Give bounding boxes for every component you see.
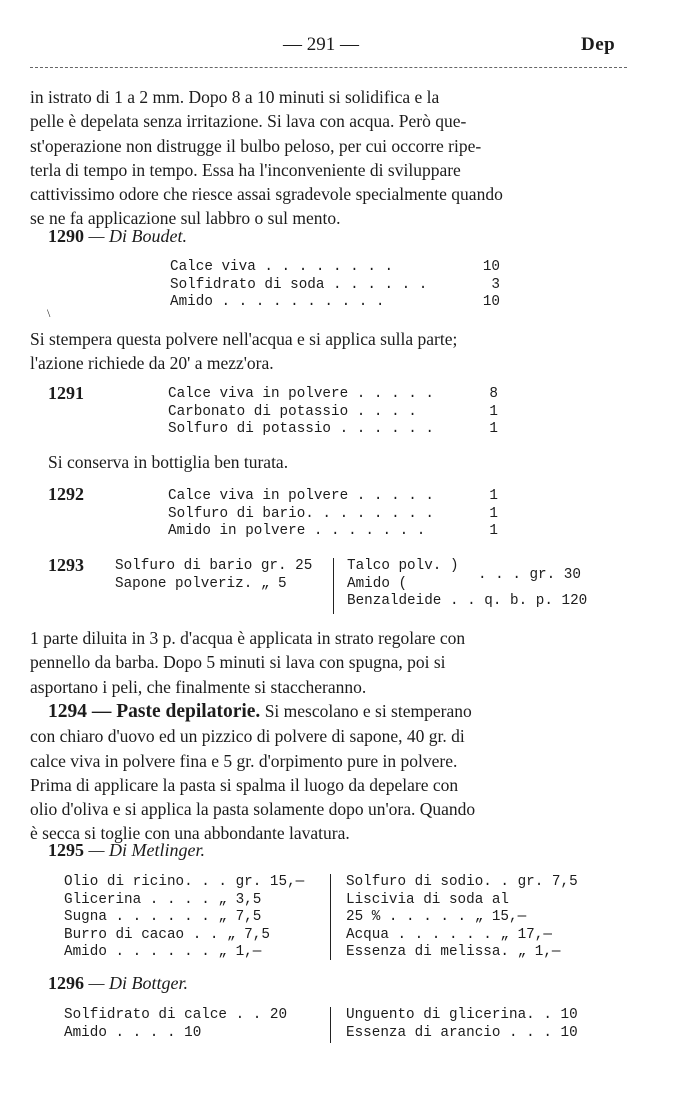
recipe-title: — Di Boudet. (88, 226, 187, 246)
recipe-1294-first-line (30, 699, 475, 724)
ingredient-row: Talco polv. ) (347, 558, 459, 574)
ingredient-name: Calce viva in polvere . . . . . (168, 488, 434, 504)
ingredient-row: Solfuro di bario gr. 25 (115, 558, 313, 574)
ingredient-name: Amido in polvere . . . . . . . (168, 523, 426, 540)
ingredient-row: Liscivia di soda al (346, 891, 510, 908)
ingredient-row (168, 488, 498, 506)
recipe-1290-heading (48, 226, 187, 247)
stray-mark: \ (47, 306, 51, 320)
intro-paragraph (30, 85, 503, 231)
text-line: Prima di applicare la pasta si spalma il luogo da depelare con (30, 774, 459, 795)
ingredient-name: Solfuro di bario. . . . . . . . (168, 505, 434, 522)
text-line: con chiaro d'uovo ed un pizzico di polvere di sapone, 40 gr. di (30, 726, 465, 747)
recipe-1293-left (115, 558, 312, 593)
ingredient-row: Burro di cacao . . „ 7,5 (64, 926, 270, 943)
recipe-1290-text (30, 327, 457, 376)
text-line: è secca si toglie con una abbondante lavatura. (30, 823, 350, 844)
recipe-1294 (30, 699, 475, 846)
recipe-1296-left (64, 1007, 287, 1042)
text-line: Si mescolano e si stemperano (264, 701, 472, 721)
text-line: calce viva in polvere fina e 5 gr. d'orpimento pure in polvere. (30, 750, 458, 771)
ingredient-row: Amido ( (347, 575, 408, 592)
ingredient-row (168, 404, 498, 422)
ingredient-qty: 3 (491, 276, 500, 293)
ingredient-row: Amido . . . . 10 (64, 1024, 202, 1041)
ingredient-row: Glicerina . . . . „ 3,5 (64, 891, 262, 908)
column-divider (330, 1007, 331, 1043)
ingredient-qty: 10 (482, 259, 500, 275)
ingredient-row (168, 386, 498, 404)
ingredient-row: Benzaldeide . . q. b. p. 120 (347, 593, 588, 610)
text-line: cattivissimo odore che riesce assai sgradevole specialmente quando (30, 184, 503, 205)
recipe-1290-ingredients (170, 259, 500, 312)
recipe-number: 1290 (48, 226, 84, 246)
ingredient-name: Solfidrato di soda . . . . . . (170, 276, 428, 293)
text-line: pelle è depelata senza irritazione. Si lava con acqua. Però que- (30, 111, 467, 132)
ingredient-row: Amido . . . . . . „ 1,— (64, 944, 262, 961)
ingredient-name: Calce viva . . . . . . . . (170, 259, 394, 275)
ingredient-row (170, 259, 500, 277)
ingredient-qty: 8 (489, 386, 498, 402)
page-number: — 291 — (283, 34, 359, 55)
recipe-1291-text: Si conserva in bottiglia ben turata. (48, 452, 289, 472)
ingredient-row: Essenza di arancio . . . 10 (346, 1024, 578, 1041)
ingredient-qty: 1 (489, 421, 498, 438)
text-line: terla di tempo in tempo. Essa ha l'inconveniente di sviluppare (30, 159, 461, 180)
recipe-1296-right (346, 1007, 578, 1042)
ingredient-qty: 1 (489, 505, 498, 522)
recipe-1295-right (346, 874, 578, 962)
recipe-1295-heading (48, 840, 205, 861)
column-divider (333, 558, 334, 614)
text-line: olio d'oliva e si applica la pasta solamente dopo un'ora. Quando (30, 799, 476, 820)
recipe-number: 1295 (48, 840, 84, 860)
ingredient-row: Unguento di glicerina. . 10 (346, 1007, 578, 1023)
ingredient-row: Solfuro di sodio. . gr. 7,5 (346, 874, 578, 890)
ingredient-name: Calce viva in polvere . . . . . (168, 386, 434, 402)
header-rule (30, 67, 627, 68)
recipe-1295-left (64, 874, 304, 962)
recipe-number: 1292 (48, 484, 84, 504)
recipe-number: 1291 (48, 383, 84, 403)
ingredient-row: Solfidrato di calce . . 20 (64, 1007, 288, 1023)
ingredient-row: Essenza di melissa. „ 1,— (346, 944, 561, 961)
ingredient-row: Olio di ricino. . . gr. 15,— (64, 874, 305, 890)
recipe-title: — Paste depilatorie. (91, 701, 261, 722)
recipe-1293-heading (48, 555, 84, 576)
ingredient-qty: 10 (482, 294, 500, 311)
ingredient-name: Solfuro di potassio . . . . . . (168, 421, 434, 438)
ingredient-name: Carbonato di potassio . . . . (168, 403, 417, 420)
ingredient-row (168, 421, 498, 439)
recipe-title: — Di Metlinger. (88, 840, 205, 860)
text-line: Si stempera questa polvere nell'acqua e si applica sulla parte; (30, 329, 458, 349)
ingredient-row: Sugna . . . . . . „ 7,5 (64, 909, 262, 926)
ingredient-qty: 1 (489, 523, 498, 540)
grouped-quantity: . . . gr. 30 (478, 567, 581, 583)
ingredient-row: Acqua . . . . . . „ 17,— (346, 926, 552, 943)
recipe-1292-ingredients (168, 488, 498, 541)
text-line: 1 parte diluita in 3 p. d'acqua è applicata in strato regolare con (30, 628, 466, 648)
text-line: asportano i peli, che finalmente si staccheranno. (30, 676, 367, 697)
ingredient-row: 25 % . . . . . „ 15,— (346, 909, 527, 926)
text-line: pennello da barba. Dopo 5 minuti si lava con spugna, poi si (30, 652, 446, 673)
ingredient-qty: 1 (489, 488, 498, 504)
ingredient-qty: 1 (489, 403, 498, 420)
ingredient-row (170, 277, 500, 295)
recipe-1293-text (30, 626, 465, 699)
recipe-1296-heading (48, 973, 188, 994)
ingredient-row (170, 294, 500, 312)
recipe-title: — Di Bottger. (88, 973, 189, 993)
text-line: se ne fa applicazione sul labbro o sul mento. (30, 208, 341, 229)
running-header: Dep (581, 34, 616, 55)
text-line: in istrato di 1 a 2 mm. Dopo 8 a 10 minuti si solidifica e la (30, 87, 440, 107)
recipe-number: 1293 (48, 555, 84, 575)
ingredient-row (168, 506, 498, 524)
column-divider (330, 874, 331, 960)
recipe-number: 1294 (48, 701, 87, 722)
text-line: l'azione richiede da 20' a mezz'ora. (30, 353, 274, 374)
recipe-1291-ingredients (168, 386, 498, 439)
text-line: st'operazione non distrugge il bulbo peloso, per cui occorre ripe- (30, 135, 482, 156)
ingredient-row (168, 523, 498, 541)
recipe-number: 1296 (48, 973, 84, 993)
recipe-1292-heading (48, 484, 84, 505)
ingredient-name: Amido . . . . . . . . . . (170, 294, 385, 311)
recipe-1291-heading (48, 383, 84, 404)
ingredient-row: Sapone polveriz. „ 5 (115, 575, 287, 592)
